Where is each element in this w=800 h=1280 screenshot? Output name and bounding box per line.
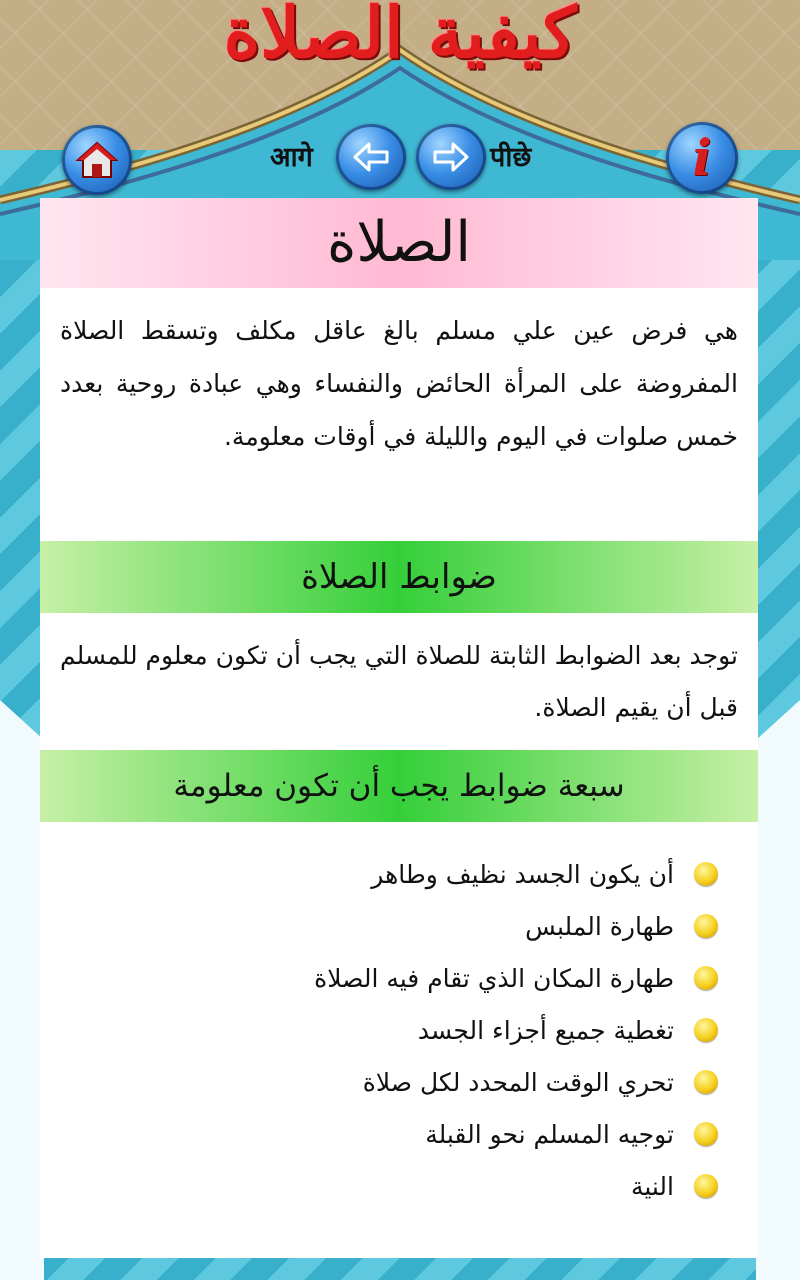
list-item [40,1160,758,1212]
list-item [40,952,758,1004]
conditions-description: توجد بعد الضوابط الثابتة للصلاة التي يجب أن تكون معلوم للمسلم قبل أن يقيم الصلاة. [60,641,738,722]
list-item [40,900,758,952]
forward-label[interactable]: आगे [270,142,313,173]
next-button[interactable] [416,124,486,190]
home-button[interactable] [62,125,132,195]
content-card [40,198,758,1258]
list-item-text: تغطية جميع أجزاء الجسد [417,1015,674,1045]
section-title-prayer: الصلاة [40,198,758,288]
list-item-text: أن يكون الجسد نظيف وطاهر [371,859,674,889]
list-item-text: النية [630,1171,674,1201]
bullet-icon [694,914,718,938]
arrow-left-icon [351,141,391,173]
bullet-icon [694,1070,718,1094]
section-title-conditions: ضوابط الصلاة [40,541,758,613]
list-item [40,1056,758,1108]
list-item [40,1108,758,1160]
list-item [40,1004,758,1056]
bullet-icon [694,862,718,886]
back-label[interactable]: पीछे [490,142,532,173]
prayer-description: هي فرض عين علي مسلم بالغ عاقل مكلف وتسقط الصلاة المفروضة على المرأة الحائض والنفساء وهي عبادة روحية بعدد خمس صلوات في اليوم والليلة في أوقات معلومة. [60,316,738,451]
conditions-list [40,848,758,1212]
home-icon [75,140,119,180]
previous-button[interactable] [336,124,406,190]
bullet-icon [694,966,718,990]
info-icon: i [692,128,712,187]
info-button[interactable] [666,122,738,194]
section-title-seven-conditions: سبعة ضوابط يجب أن تكون معلومة [40,750,758,822]
list-item-text: طهارة الملبس [525,911,674,941]
bullet-icon [694,1122,718,1146]
list-item-text: توجيه المسلم نحو القبلة [425,1119,674,1149]
arrow-right-icon [431,141,471,173]
bullet-icon [694,1018,718,1042]
list-item-text: طهارة المكان الذي تقام فيه الصلاة [314,963,674,993]
list-item-text: تحري الوقت المحدد لكل صلاة [362,1067,674,1097]
list-item [40,848,758,900]
bullet-icon [694,1174,718,1198]
app-title: كيفية الصلاة [223,0,577,74]
